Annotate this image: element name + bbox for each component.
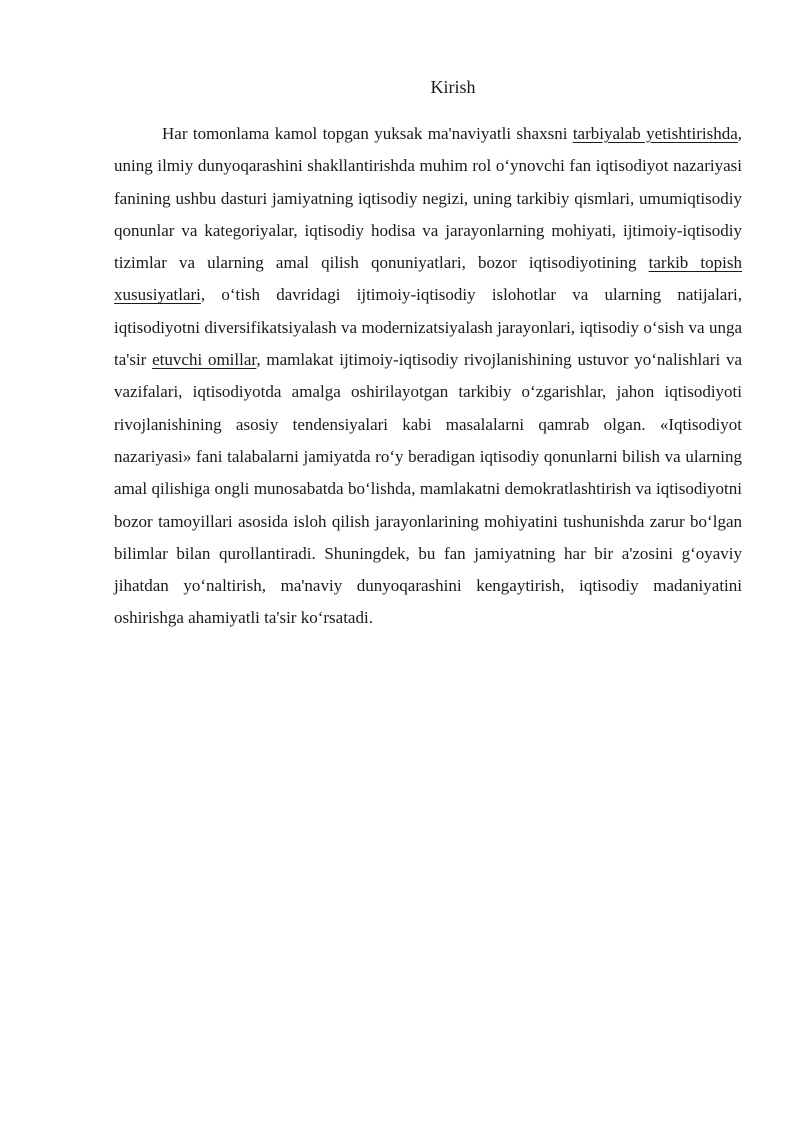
intro-paragraph [114,118,742,635]
paragraph-text-2: , uning ilmiy dunyoqarashini shakllantirishda muhim rol o‘ynovchi fan iqtisodiyot nazariyasi fanining ushbu dasturi jamiyatning iqtisodiy negizi, uning tarkibiy qismlari, umumiqtisodiy qonunlar va kategoriyalar, iqtisodiy hodisa va jarayonlarning mohiyati, ijtimoiy-iqtisodiy tizimlar va ularning amal qilish qonuniyatlari, bozor iqtisodiyotining [114,124,742,273]
underlined-phrase-1: tarbiyalab yetishtirishda [572,124,738,143]
paragraph-text-4: , mamlakat ijtimoiy-iqtisodiy rivojlanishining ustuvor yo‘nalishlari va vazifalari, iqtisodiyotda amalga oshirilayotgan tarkibiy o‘zgarishlar, jahon iqtisodiyoti rivojlanishining asosiy tendensiyalari kabi masalalarni qamrab olgan. «Iqtisodiyot nazariyasi» fani talabalarni jamiyatda ro‘y beradigan iqtisodiy qonunlarni bilish va ularning amal qilishiga ongli munosabatda bo‘lishda, mamlakatni demokratlashtirish va iqtisodiyotni bozor tamoyillari asosida isloh qilish jarayonlarining mohiyatini tushunishda zarur bo‘lgan bilimlar bilan qurollantiradi. Shuningdek, bu fan jamiyatning har bir a'zosini g‘oyaviy jihatdan yo‘naltirish, ma'naviy dunyoqarashini kengaytirish, iqtisodiy madaniyatini oshirishga ahamiyatli ta'sir ko‘rsatadi. [114,350,742,628]
paragraph-text-3: , o‘tish davridagi ijtimoiy-iqtisodiy islohotlar va ularning natijalari, iqtisodiyotni diversifikatsiyalash va modernizatsiyalash jarayonlari, iqtisodiy o‘sish va unga ta'sir [114,285,742,370]
underlined-phrase-3: etuvchi omillar [152,350,257,370]
underlined-phrase-2: tarkib topish xususiyatlari [114,253,742,305]
page-title: Kirish [430,77,476,97]
paragraph-text-1: Har tomonlama kamol topgan yuksak ma'naviyatli shaxsni [162,124,573,143]
